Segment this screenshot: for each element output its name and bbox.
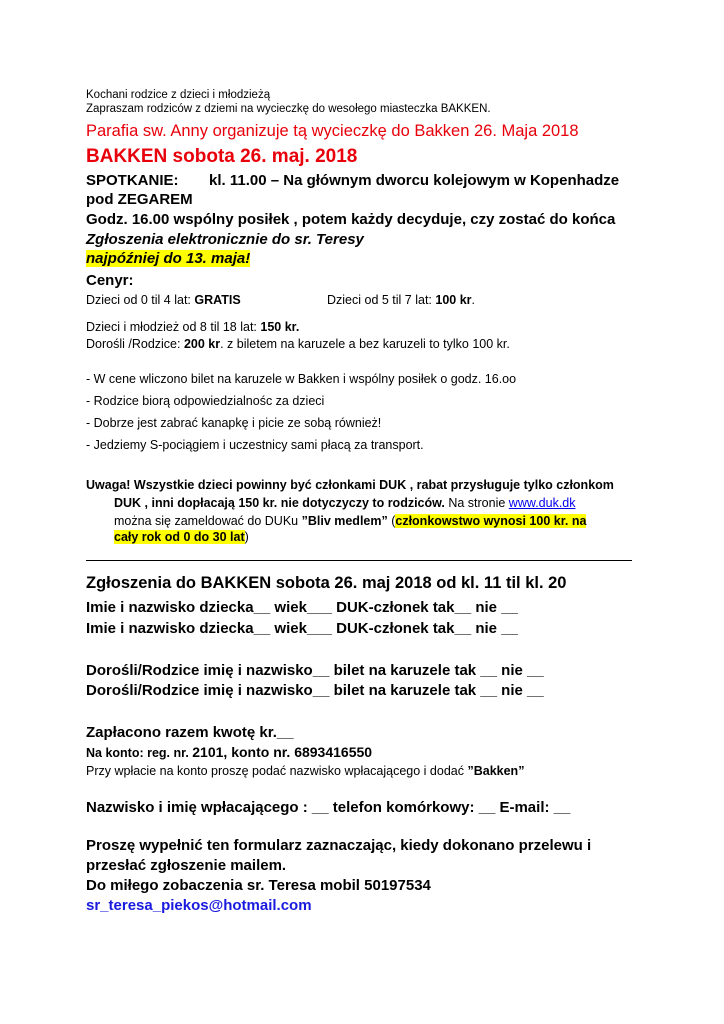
price-kids-0-4	[86, 293, 241, 308]
price-kids-5-7	[327, 293, 475, 308]
paid-amount: Zapłacono razem kwotę kr.__	[86, 724, 294, 741]
bullet-item: - Dobrze jest zabrać kanapkę i picie ze sobą również!	[86, 416, 382, 430]
child-line: Imie i nazwisko dziecka__ wiek___ DUK-członek tak__ nie __	[86, 620, 518, 637]
price-value: 150 kr.	[260, 320, 300, 334]
price-value: 200 kr	[183, 337, 221, 351]
membership-highlight: członkowstwo wynosi 100 kr. na	[395, 514, 587, 528]
deadline	[86, 250, 250, 268]
meeting-place-cont: pod ZEGAREM	[86, 191, 193, 208]
closing-line: Do miłego zobaczenia sr. Teresa mobil 50197534	[86, 877, 431, 894]
contact-email[interactable]: sr_teresa_piekos@hotmail.com	[86, 897, 312, 914]
instructions-line-1: Proszę wypełnić ten formularz zaznaczając, kiedy dokonano przelewu i	[86, 837, 592, 854]
notice-text: (	[387, 514, 396, 528]
notice-line-3	[114, 514, 586, 529]
price-adults	[86, 337, 510, 352]
price-adults-rest: . z biletem na karuzele a bez karuzeli to tylko 100 kr.	[220, 337, 510, 351]
payment-note	[86, 764, 524, 779]
divider	[86, 560, 632, 561]
price-label: Dzieci od 0 til 4 lat:	[86, 293, 195, 307]
registration-note: Zgłoszenia elektronicznie do sr. Teresy	[86, 231, 364, 248]
red-headline: Parafia sw. Anny organizuje tą wycieczkę do Bakken 26. Maja 2018	[86, 122, 579, 140]
bullet-item: - Jedziemy S-pociągiem i uczestnicy sami płacą za transport.	[86, 438, 424, 452]
deadline-highlight: najpóźniej do 13. maja!	[86, 250, 251, 267]
child-line: Imie i nazwisko dziecka__ wiek___ DUK-członek tak__ nie __	[86, 599, 518, 616]
account-number: 6893416550	[294, 744, 373, 760]
adult-line: Dorośli/Rodzice imię i nazwisko__ bilet na karuzele tak __ nie __	[86, 682, 544, 699]
notice-line-2	[114, 496, 576, 511]
prices-heading: Cenyr:	[86, 272, 134, 289]
notice-line-1: Uwaga! Wszystkie dzieci powinny być członkami DUK , rabat przysługuje tylko członkom	[86, 478, 614, 492]
price-value: 100 kr	[435, 293, 472, 307]
payment-note-text: Przy wpłacie na konto proszę podać nazwisko wpłacającego i dodać	[86, 764, 468, 778]
account-info	[86, 744, 372, 761]
meeting-time-place: kl. 11.00 – Na głównym dworcu kolejowym w Kopenhadze	[209, 172, 620, 189]
meal-info: Godz. 16.00 wspólny posiłek , potem każdy decyduje, czy zostać do końca	[86, 211, 616, 228]
account-label: Na konto: reg. nr.	[86, 746, 193, 760]
price-label: Dzieci od 5 til 7 lat:	[327, 293, 436, 307]
notice-line-4	[114, 530, 249, 545]
reg-number: 2101	[192, 744, 224, 760]
instructions-line-2: przesłać zgłoszenie mailem.	[86, 857, 287, 874]
duk-link[interactable]: www.duk.dk	[508, 496, 576, 510]
notice-text: można się zameldować do DUKu	[114, 514, 302, 528]
meeting-label: SPOTKANIE:	[86, 172, 179, 189]
notice-bold: ”Bliv medlem”	[301, 514, 388, 528]
payment-note-bold: ”Bakken”	[467, 764, 525, 778]
price-label: Dzieci i młodzież od 8 til 18 lat:	[86, 320, 261, 334]
price-suffix: .	[471, 293, 476, 307]
account-mid: , konto nr.	[223, 744, 295, 760]
price-label: Dorośli /Rodzice:	[86, 337, 184, 351]
red-title: BAKKEN sobota 26. maj. 2018	[86, 146, 358, 167]
bullet-item: - Rodzice biorą odpowiedzialnośc za dzieci	[86, 394, 325, 408]
price-value: GRATIS	[194, 293, 241, 307]
payer-line: Nazwisko i imię wpłacającego : __ telefon komórkowy: __ E-mail: __	[86, 799, 571, 816]
price-youth	[86, 320, 299, 335]
adult-line: Dorośli/Rodzice imię i nazwisko__ bilet na karuzele tak __ nie __	[86, 662, 544, 679]
notice-bold: DUK , inni dopłacają 150 kr. nie dotyczyczy to rodziców.	[114, 496, 445, 510]
notice-text: )	[244, 530, 249, 544]
notice-text: Na stronie	[444, 496, 509, 510]
membership-highlight: cały rok od 0 do 30 lat	[114, 530, 245, 544]
intro-line-2: Zapraszam rodziców z dziemi na wycieczkę do wesołego miasteczka BAKKEN.	[86, 103, 491, 115]
form-heading: Zgłoszenia do BAKKEN sobota 26. maj 2018 od kl. 11 til kl. 20	[86, 574, 567, 592]
bullet-item: - W cene wliczono bilet na karuzele w Bakken i wspólny posiłek o godz. 16.oo	[86, 372, 517, 386]
intro-line-1: Kochani rodzice z dzieci i młodzieżą	[86, 89, 271, 101]
